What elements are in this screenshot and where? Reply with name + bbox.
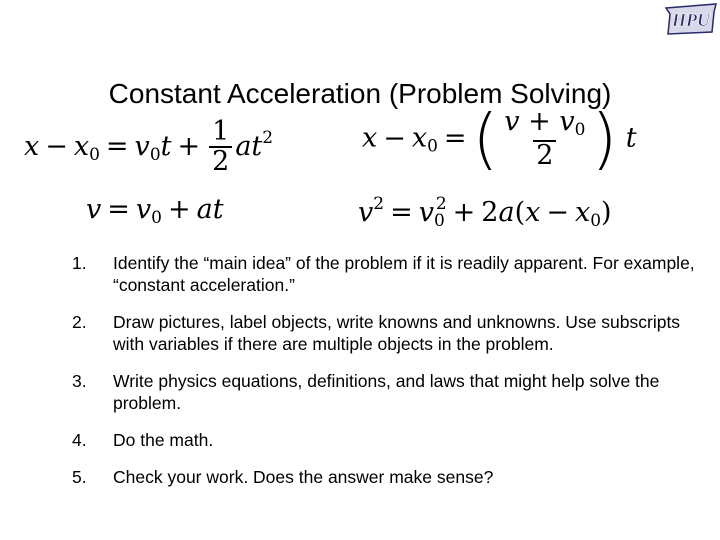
list-item: 2. Draw pictures, label objects, write knowns and unknowns. Use subscripts with variables if there are multiple objects in the problem. (72, 312, 681, 354)
equation-velocity-position: $v^2 = v_0^2 + 2a(x - x_0)$ (358, 194, 612, 231)
equation-position-time: $x - x_0 = v_0t$ + $\frac{1}{2}$ $at^2$ (24, 116, 274, 178)
list-item: 3. Write physics equations, definitions, and laws that might help solve the problem. (72, 371, 660, 413)
fraction-one-half: $\frac{1}{2}$ (209, 118, 232, 177)
slide-title: Constant Acceleration (Problem Solving) (108, 78, 612, 109)
list-item: 4. Do the math. (72, 430, 214, 450)
list-item: 5. Check your work. Does the answer make sense? (72, 467, 494, 487)
problem-solving-steps (72, 252, 702, 503)
equation-velocity-time: $v = v_0$ + at (86, 194, 224, 228)
hpu-logo-text: HPU (672, 10, 710, 30)
list-item: 1. Identify the “main idea” of the problem if it is readily apparent. For example, “constant acceleration.” (72, 253, 695, 295)
equation-average-velocity: $x - x_0$ =( $\frac{v + v_0}{2}$ ) t (362, 100, 637, 177)
hpu-logo (664, 2, 718, 36)
fraction-average-velocity: $\frac{v + v_0}{2}$ (504, 105, 586, 171)
